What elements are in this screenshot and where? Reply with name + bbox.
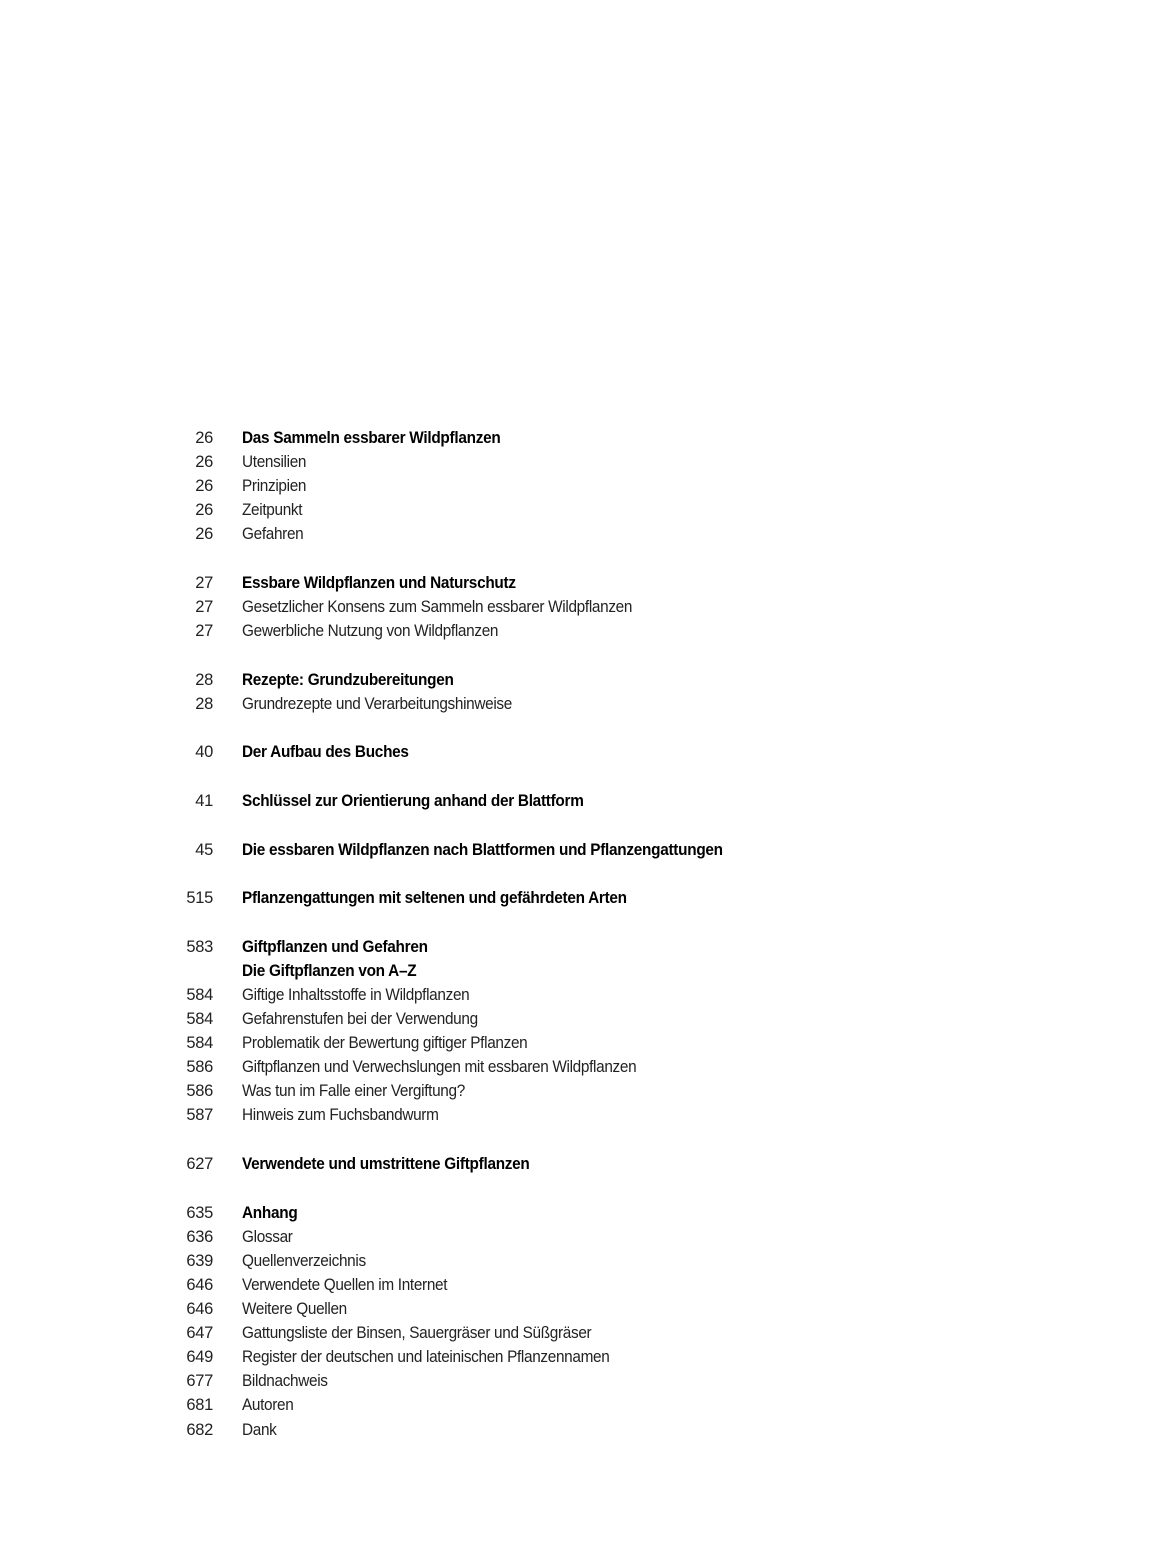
toc-heading-entry (0, 838, 1152, 862)
toc-heading-entry (0, 1152, 1152, 1176)
page-number: 515 (186, 889, 213, 908)
section-title: Die Giftpflanzen von A–Z (242, 961, 417, 980)
toc-heading-entry (0, 1201, 1152, 1225)
toc-entry (0, 1369, 1152, 1393)
toc-section (0, 1152, 1152, 1176)
entry-title: Register der deutschen und lateinischen Pflanzennamen (242, 1348, 610, 1367)
entry-title: Autoren (242, 1396, 294, 1415)
toc-entry (0, 1249, 1152, 1273)
section-title: Rezepte: Grundzubereitungen (242, 670, 454, 689)
page-number: 40 (195, 743, 213, 762)
page-number: 587 (186, 1106, 213, 1125)
page-number: 28 (195, 670, 213, 689)
section-title: Verwendete und umstrittene Giftpflanzen (242, 1155, 530, 1174)
page-number: 584 (186, 986, 213, 1004)
toc-entry (0, 1079, 1152, 1103)
toc-section (0, 740, 1152, 764)
page-number: 584 (186, 1034, 213, 1053)
toc-entry (0, 1031, 1152, 1055)
page-number: 627 (186, 1155, 213, 1174)
toc-heading-entry (0, 935, 1152, 959)
section-title: Der Aufbau des Buches (242, 743, 409, 762)
toc-section (0, 838, 1152, 862)
page-number: 583 (186, 937, 213, 956)
page-number: 584 (186, 1010, 213, 1029)
page-number: 586 (186, 1082, 213, 1101)
page-number: 646 (186, 1300, 213, 1319)
toc-heading-entry (0, 886, 1152, 910)
toc-heading-entry (0, 571, 1152, 595)
toc-entry (0, 1273, 1152, 1297)
entry-title: Quellenverzeichnis (242, 1251, 366, 1270)
page-number: 26 (195, 477, 213, 496)
toc-entry (0, 619, 1152, 643)
toc-section (0, 789, 1152, 813)
toc-section (0, 426, 1152, 546)
page-number: 27 (195, 622, 213, 641)
entry-title: Giftige Inhaltsstoffe in Wildpflanzen (242, 986, 470, 1004)
page-number: 635 (186, 1203, 213, 1222)
section-title: Essbare Wildpflanzen und Naturschutz (242, 573, 516, 592)
entry-title: Dank (242, 1420, 277, 1439)
toc-entry (0, 474, 1152, 498)
section-title: Die essbaren Wildpflanzen nach Blattformen und Pflanzengattungen (242, 840, 723, 859)
table-of-contents (0, 426, 1152, 1466)
toc-heading-entry (0, 426, 1152, 450)
page-number: 646 (186, 1275, 213, 1294)
page-number: 28 (195, 694, 213, 713)
toc-entry (0, 498, 1152, 522)
toc-entry (0, 1418, 1152, 1442)
toc-entry (0, 692, 1152, 716)
toc-entry (0, 522, 1152, 546)
toc-section (0, 1201, 1152, 1442)
page-number: 636 (186, 1227, 213, 1246)
page-number: 41 (195, 792, 213, 811)
entry-title: Problematik der Bewertung giftiger Pflanzen (242, 1034, 528, 1053)
section-title: Pflanzengattungen mit seltenen und gefährdeten Arten (242, 889, 627, 908)
entry-title: Zeitpunkt (242, 501, 303, 520)
page-number: 677 (186, 1372, 213, 1391)
entry-title: Gefahrenstufen bei der Verwendung (242, 1010, 478, 1029)
toc-entry (0, 450, 1152, 474)
toc-heading-entry (0, 740, 1152, 764)
entry-title: Hinweis zum Fuchsbandwurm (242, 1106, 439, 1125)
page-number: 26 (195, 429, 213, 447)
page-number: 45 (195, 840, 213, 859)
page-number: 26 (195, 525, 213, 544)
toc-heading-entry (0, 789, 1152, 813)
toc-entry (0, 1225, 1152, 1249)
entry-title: Verwendete Quellen im Internet (242, 1275, 448, 1294)
section-title: Anhang (242, 1203, 298, 1222)
toc-entry (0, 983, 1152, 1007)
toc-entry (0, 1393, 1152, 1417)
toc-entry (0, 1345, 1152, 1369)
page-number: 639 (186, 1251, 213, 1270)
toc-section (0, 935, 1152, 1128)
entry-title: Bildnachweis (242, 1372, 328, 1391)
page-number: 27 (195, 573, 213, 592)
entry-title: Gewerbliche Nutzung von Wildpflanzen (242, 622, 499, 641)
toc-heading-entry (0, 959, 1152, 983)
page-number: 26 (195, 501, 213, 520)
toc-entry (0, 1321, 1152, 1345)
entry-title: Gattungsliste der Binsen, Sauergräser und Süßgräser (242, 1324, 592, 1343)
toc-entry (0, 1007, 1152, 1031)
section-title: Giftpflanzen und Gefahren (242, 937, 428, 956)
toc-heading-entry (0, 668, 1152, 692)
entry-title: Utensilien (242, 453, 307, 472)
entry-title: Giftpflanzen und Verwechslungen mit essbaren Wildpflanzen (242, 1058, 637, 1077)
page-number: 649 (186, 1348, 213, 1367)
entry-title: Grundrezepte und Verarbeitungshinweise (242, 694, 513, 713)
section-title: Schlüssel zur Orientierung anhand der Blattform (242, 792, 584, 811)
page-number: 26 (195, 453, 213, 472)
page-number: 586 (186, 1058, 213, 1077)
section-title: Das Sammeln essbarer Wildpflanzen (242, 429, 501, 447)
toc-section (0, 886, 1152, 910)
entry-title: Glossar (242, 1227, 293, 1246)
toc-entry (0, 1103, 1152, 1127)
page-number: 27 (195, 598, 213, 617)
toc-section (0, 668, 1152, 716)
toc-entry (0, 1297, 1152, 1321)
page-number: 647 (186, 1324, 213, 1343)
page-number: 682 (186, 1420, 213, 1439)
toc-entry (0, 1055, 1152, 1079)
entry-title: Prinzipien (242, 477, 307, 496)
toc-entry (0, 595, 1152, 619)
entry-title: Gesetzlicher Konsens zum Sammeln essbarer Wildpflanzen (242, 598, 633, 617)
entry-title: Weitere Quellen (242, 1300, 347, 1319)
entry-title: Was tun im Falle einer Vergiftung? (242, 1082, 465, 1101)
page-number: 681 (186, 1396, 213, 1415)
entry-title: Gefahren (242, 525, 304, 544)
toc-section (0, 571, 1152, 643)
